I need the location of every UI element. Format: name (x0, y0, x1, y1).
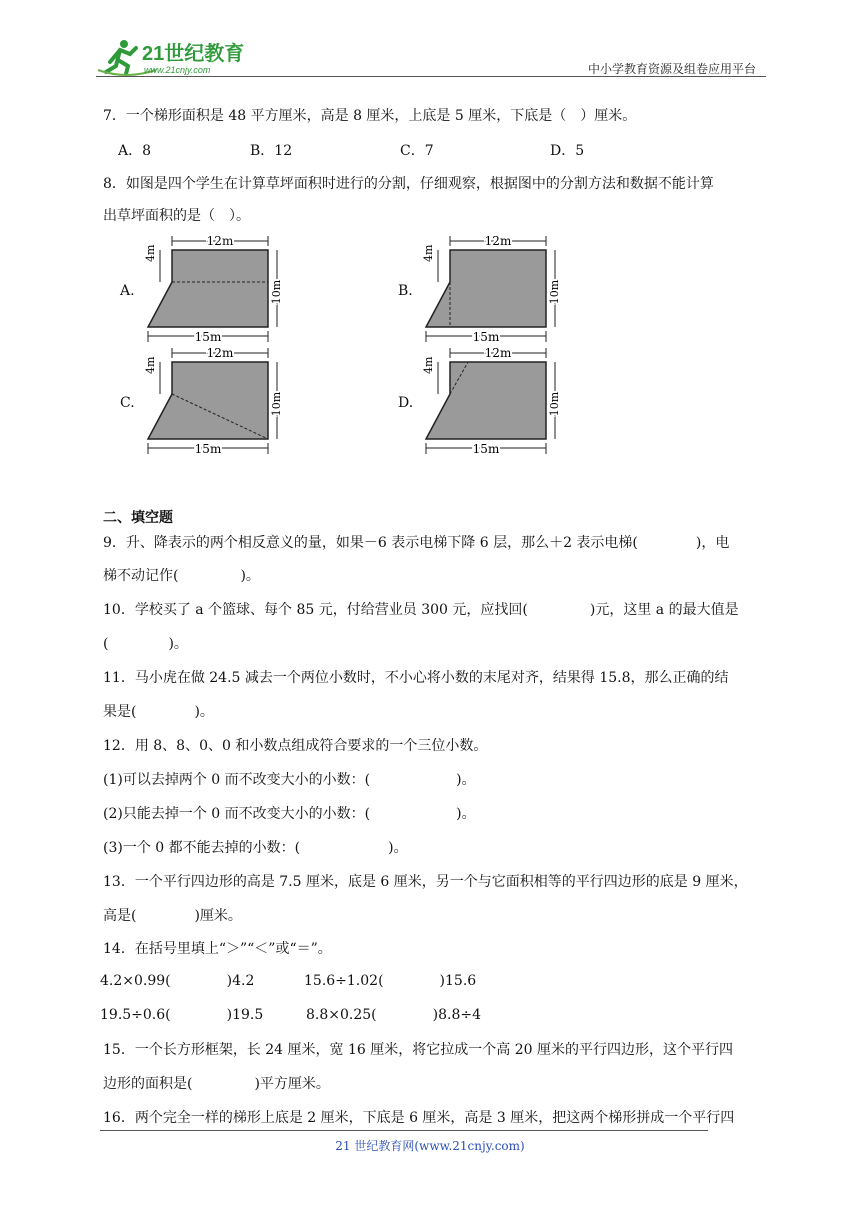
section-heading: 二、填空题 (103, 510, 173, 526)
header-divider (96, 76, 766, 77)
q15-text-a: 边形的面积是( (103, 1076, 193, 1092)
q7-option-d[interactable]: D．5 (550, 143, 585, 159)
figure-a-top-label: 12m (206, 234, 234, 248)
figure-d-label[interactable]: D. (398, 395, 414, 411)
q14-r2-a: 19.5÷0.6( (100, 1007, 171, 1023)
figure-a-bottom-label: 15m (194, 330, 222, 344)
question-10-line-1 (103, 600, 739, 620)
question-8-line-2: 出草坪面积的是（ ）。 (103, 208, 250, 224)
figure-d (418, 344, 568, 462)
q12-p2-text-a: (2)只能去掉一个 0 而不改变大小的小数：( (103, 806, 371, 822)
q11-text-b: )。 (194, 704, 214, 720)
q14-row-1-item-1 (100, 973, 254, 989)
figure-d-top-label: 12m (484, 346, 512, 360)
question-14-stem: 14．在括号里填上“＞”“＜”或“＝”。 (103, 941, 332, 957)
question-15-line-2 (103, 1074, 330, 1094)
q14-r1-d: )15.6 (439, 973, 477, 989)
figure-d-bottom-label: 15m (472, 442, 500, 456)
question-12-part-2 (103, 804, 476, 824)
q12-p1-text-b: )。 (456, 772, 476, 788)
figure-b-label[interactable]: B. (398, 283, 413, 299)
q13-text-a: 高是( (103, 908, 137, 924)
question-8-line-1: 8．如图是四个学生在计算草坪面积时进行的分割，仔细观察，根据图中的分割方法和数据不能计算 (103, 176, 714, 192)
q14-r1-b: )4.2 (226, 973, 255, 989)
q14-r1-a: 4.2×0.99( (100, 973, 171, 989)
question-9-line-1 (103, 533, 729, 553)
q14-r2-d: )8.8÷4 (432, 1007, 482, 1023)
question-13-line-2 (103, 906, 242, 926)
q14-row-2-item-2 (306, 1007, 481, 1023)
q12-p1-text-a: (1)可以去掉两个 0 而不改变大小的小数：( (103, 772, 371, 788)
q9-text-a: 9．升、降表示的两个相反意义的量，如果－6 表示电梯下降 6 层，那么＋2 表示电梯( (103, 535, 638, 551)
q9-text-d: )。 (240, 568, 260, 584)
question-11-line-1: 11．马小虎在做 24.5 减去一个两位小数时，不小心将小数的末尾对齐，结果得 15.8，那么正确的结 (103, 670, 729, 686)
figure-b-top-label: 12m (484, 234, 512, 248)
figure-b-side-label: 10m (548, 279, 561, 305)
figure-b-bottom-label: 15m (472, 330, 500, 344)
q9-text-b: )，电 (695, 535, 730, 551)
q15-text-b: )平方厘米。 (254, 1076, 330, 1092)
q9-text-c: 梯不动记作( (103, 568, 179, 584)
platform-name: 中小学教育资源及组卷应用平台 (587, 62, 756, 76)
figure-a-label[interactable]: A. (120, 283, 135, 299)
q12-p3-text-b: )。 (388, 840, 408, 856)
question-12-stem: 12．用 8、8、0、0 和小数点组成符合要求的一个三位小数。 (103, 738, 488, 754)
figure-b-small-side-label: 4m (422, 244, 435, 262)
q14-row-1-item-2 (304, 973, 476, 989)
q14-row-2-item-1 (100, 1007, 263, 1023)
footer-divider (100, 1130, 708, 1131)
figure-a (140, 232, 290, 350)
q10-text-b: )元，这里 a 的最大值是 (589, 602, 739, 618)
svg-text:www.21cnjy.com: www.21cnjy.com (144, 65, 211, 75)
question-12-part-1 (103, 770, 476, 790)
figure-c-small-side-label: 4m (144, 356, 157, 374)
figure-b (418, 232, 568, 350)
q13-text-b: )厘米。 (194, 908, 242, 924)
figure-c-top-label: 12m (206, 346, 234, 360)
figure-a-side-label: 10m (270, 279, 283, 305)
question-16-line-1: 16．两个完全一样的梯形上底是 2 厘米，下底是 6 厘米，高是 3 厘米，把这两个梯形拼成一个平行四 (103, 1110, 735, 1126)
question-13-line-1: 13．一个平行四边形的高是 7.5 厘米，底是 6 厘米，另一个与它面积相等的平行四边形的底是 9 厘米， (103, 874, 748, 890)
q14-r2-b: )19.5 (226, 1007, 264, 1023)
figure-a-small-side-label: 4m (144, 244, 157, 262)
q7-option-c[interactable]: C．7 (400, 143, 434, 159)
question-10-line-2 (103, 634, 188, 654)
site-logo (96, 36, 266, 78)
q12-p2-text-b: )。 (456, 806, 476, 822)
q10-text-c: ( (103, 636, 109, 652)
figure-c-label[interactable]: C. (120, 395, 135, 411)
q14-r2-c: 8.8×0.25( (306, 1007, 377, 1023)
logo-runner-icon (96, 36, 266, 78)
question-11-line-2 (103, 702, 214, 722)
footer-text[interactable]: 21 世纪教育网(www.21cnjy.com) (335, 1139, 525, 1153)
svg-text:21世纪教育: 21世纪教育 (142, 43, 245, 65)
q12-p3-text-a: (3)一个 0 都不能去掉的小数：( (103, 840, 301, 856)
figure-c (140, 344, 290, 462)
question-15-line-1: 15．一个长方形框架，长 24 厘米，宽 16 厘米，将它拉成一个高 20 厘米的平行四边形，这个平行四 (103, 1042, 733, 1058)
q10-text-a: 10．学校买了 a 个篮球、每个 85 元，付给营业员 300 元，应找回( (103, 602, 528, 618)
q11-text-a: 果是( (103, 704, 137, 720)
q10-text-d: )。 (168, 636, 188, 652)
figure-c-side-label: 10m (270, 391, 283, 417)
q7-option-b[interactable]: B．12 (250, 143, 293, 159)
question-7: 7．一个梯形面积是 48 平方厘米，高是 8 厘米，上底是 5 厘米，下底是（ ）厘米。 (103, 108, 637, 124)
question-12-part-3 (103, 838, 408, 858)
question-9-line-2 (103, 566, 260, 586)
figure-c-bottom-label: 15m (194, 442, 222, 456)
figure-d-small-side-label: 4m (422, 356, 435, 374)
q14-r1-c: 15.6÷1.02( (304, 973, 384, 989)
figure-d-side-label: 10m (548, 391, 561, 417)
q7-option-a[interactable]: A．8 (118, 143, 152, 159)
